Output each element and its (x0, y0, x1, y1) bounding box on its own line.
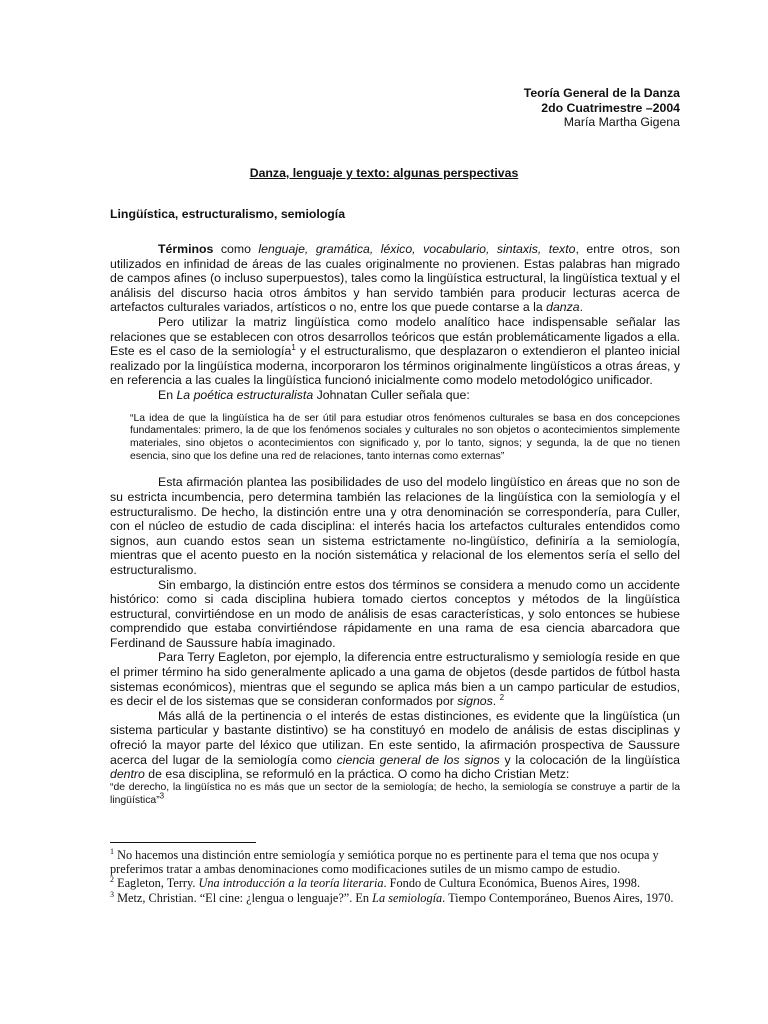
footnotes (110, 848, 682, 905)
text-run: y el estructuralismo, que desplazaron o extendieron el planteo inicial realizado por la lingüística moderna, incorporaron los términos originalmente lingüísticos a otras áreas, y en referencia a las cuales la lingüística funcionó inicialmente como modelo metodológico unificador. (110, 344, 680, 388)
italic-run: La poética estructuralista (176, 387, 314, 402)
footnote-2 (110, 876, 682, 890)
footnote-ref-2[interactable]: 2 (499, 693, 505, 703)
text-run: Pero utilizar la matriz lingüística como modelo analítico hace indispensable señalar las relaciones que se establecen con otros desarrollos teóricos que están problemáticamente ligados a ella. Este es el caso de la semiología (110, 314, 680, 359)
footnote-ref-3[interactable]: 3 (159, 791, 165, 801)
italic-run: danza (546, 300, 580, 315)
italic-run: ciencia general de los signos (336, 752, 500, 767)
document-title: Danza, lenguaje y texto: algunas perspectivas (249, 166, 519, 180)
italic-run: signos (457, 694, 493, 709)
text-run: . (579, 300, 584, 315)
paragraph-4: Esta afirmación plantea las posibilidades de uso del modelo lingüístico en áreas que no son de su estricta incumbencia, pero determina también las relaciones de la lingüística con la semiología y el estructuralismo. De hecho, la distinción entre una y otra denominación se correspondería, para Culler, con el núcleo de estudio de cada disciplina: el interés hacia los artefactos culturales entendidos como signos, aun cuando estos sean un sistema estrictamente no-lingüístico, definiría a la semiología, mientras que el acento puesto en la noción sistemática y relacional de los elementos sería el sello del estructuralismo. (110, 475, 680, 577)
author-name: María Martha Gigena (563, 115, 680, 129)
block-quote-culler: “La idea de que la lingüística ha de ser útil para estudiar otros fenómenos culturales se basa en dos concepciones fundamentales: primero, la de que los fenómenos sociales y culturales no son objetos o acontecimientos simplemente materiales, sino objetos o acontecimientos con significado y, por lo tanto, signos; y segunda, la de que no tienen esencia, sino que los define una red de relaciones, tanto internas como externas” (130, 412, 680, 462)
italic-run: La semiología (372, 890, 443, 905)
text-run: Johnatan Culler señala que: (313, 387, 470, 402)
text-run: de esa disciplina, se reformuló en la práctica. O como ha dicho Cristian Metz: (144, 767, 570, 782)
text-run: Metz, Christian. “El cine: ¿lengua o lenguaje?”. En (114, 890, 373, 905)
italic-run: lenguaje, gramática, léxico, vocabulario, sintaxis, texto (258, 242, 576, 256)
italic-run: dentro (110, 767, 145, 782)
paragraph-1-lead: Términos (158, 242, 214, 256)
paragraph-1 (110, 242, 680, 315)
footnote-3 (110, 891, 682, 905)
course-name: Teoría General de la Danza (523, 86, 680, 100)
footnote-number: 2 (110, 875, 114, 885)
paragraph-5: Sin embargo, la distinción entre estos dos términos se considera a menudo como un accidente histórico: como si cada disciplina hubiera tomado ciertos conceptos y métodos de la lingüística estructural, convirtiéndose en un modo de análisis de esas características, y solo entonces se hubiese comprendido que estaba convirtiéndose rápidamente en una rama de esa ciencia abarcadora que Ferdinand de Saussure había imaginado. (110, 577, 680, 650)
text-run: como (213, 242, 259, 256)
document-header (524, 86, 680, 130)
footnote-number: 3 (110, 889, 114, 899)
document-body (110, 242, 680, 807)
footnote-ref-1[interactable]: 1 (291, 343, 296, 353)
text-run: . Tiempo Contemporáneo, Buenos Aires, 1970. (442, 890, 674, 905)
text-run: “de derecho, la lingüística no es más que un sector de la semiología; de hecho, la semiología se construye a partir de la lingüística” (110, 781, 680, 806)
footnote-1 (110, 848, 682, 876)
text-run: Eagleton, Terry. (114, 876, 199, 891)
term-label: 2do Cuatrimestre –2004 (541, 100, 680, 115)
paragraph-7 (110, 709, 680, 782)
inline-quote-metz (110, 782, 680, 807)
text-run: En (158, 387, 177, 402)
paragraph-6 (110, 650, 680, 708)
text-run: , entre otros, son utilizados en infinidad de áreas de las cuales originalmente no provienen. Estas palabras han migrado de campos afines (o incluso superpuestos), tales como la lingüística estructural, la lingüística textual y el análisis del discurso hacia otros ámbitos y han servido también para producir lecturas acerca de artefactos culturales variados, artísticos o no, entre los que puede contarse a la (110, 242, 680, 315)
text-run: No hacemos una distinción entre semiología y semiótica porque no es pertinente para el tema que nos ocupa y preferimos tratar a ambas denominaciones como modificaciones sutiles de un mismo campo de estudio. (110, 848, 659, 877)
footnote-number: 1 (110, 846, 114, 856)
paragraph-3 (110, 388, 680, 403)
text-run: y la colocación de la lingüística (499, 752, 680, 767)
footnote-divider (110, 842, 256, 843)
text-run: . (492, 694, 500, 709)
paragraph-2 (110, 315, 680, 388)
text-run: . Fondo de Cultura Económica, Buenos Aires, 1998. (383, 876, 641, 891)
text-run: Para Terry Eagleton, por ejemplo, la diferencia entre estructuralismo y semiología reside en que el primer término ha sido generalmente aplicado a una gama de objetos (desde partidos de fútbol hasta sistemas económicos), mientras que el segundo se aplica más bien a un campo particular de estudios, es decir el de los sistemas que se consideran conformados por (110, 650, 680, 709)
text-run: Más allá de la pertinencia o el interés de estas distinciones, es evidente que la lingüística (un sistema particular y bastante distintivo) se ha constituyó en modelo de análisis de estas disciplinas y ofreció la mayor parte del léxico que utilizan. En este sentido, la afirmación prospectiva de Saussure acerca del lugar de la semiología como (110, 708, 680, 767)
section-heading: Lingüística, estructuralismo, semiología (110, 207, 346, 221)
italic-run: Una introducción a la teoría literaria (198, 876, 384, 891)
